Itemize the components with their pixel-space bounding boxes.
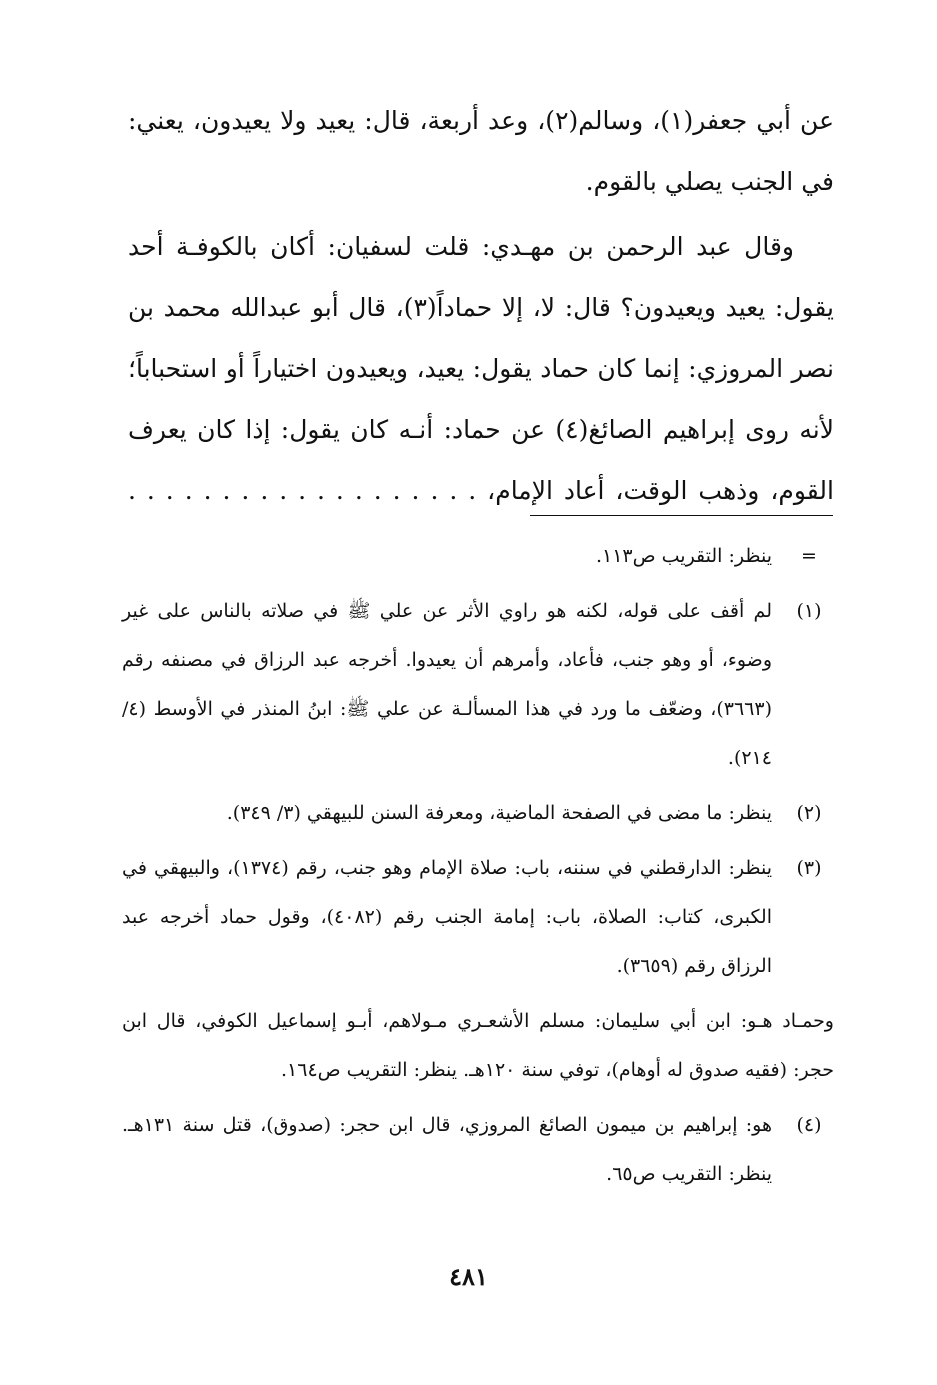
footnote-3-continuation (122, 997, 834, 1095)
footnote-divider (530, 515, 833, 516)
footnote-number: (٤) (796, 1114, 822, 1136)
footnote-text: ينظر: الدارقطني في سننه، باب: صلاة الإمام وهو جنب، رقم (١٣٧٤)، والبيهقي في الكبرى، كتاب: الصلاة، باب: إمامة الجنب رقم (٤٠٨٢)، وقول حماد أخرجه عبد الرزاق رقم (٣٦٥٩). (122, 857, 772, 977)
footnote-text: ينظر: التقريب ص١١٣. (595, 545, 772, 567)
main-text (128, 90, 834, 521)
footnote-number: (١) (796, 600, 822, 622)
footnote-continuation-marker (122, 532, 834, 581)
footnotes (122, 532, 834, 1205)
footnote-number: (٣) (796, 857, 822, 879)
footnote-number: = (801, 545, 817, 567)
footnote-3 (122, 844, 834, 991)
footnote-text: هو: إبراهيم بن ميمون الصائغ المروزي، قال ابن حجر: (صدوق)، قتل سنة ١٣١هـ. ينظر: التقريب ص٦٥. (122, 1114, 772, 1185)
footnote-1 (122, 587, 834, 783)
footnote-text: وحمـاد هـو: ابن أبي سليمان: مسلم الأشعـري مـولاهم، أبـو إسماعيل الكوفي، قال ابن حجر: (فقيه صدوق له أوهام)، توفي سنة ١٢٠هـ. ينظر: التقريب ص١٦٤. (122, 1010, 834, 1081)
footnote-2 (122, 789, 834, 838)
footnote-text: ينظر: ما مضى في الصفحة الماضية، ومعرفة السنن للبيهقي (٣/ ٣٤٩). (226, 802, 772, 824)
footnote-4 (122, 1101, 834, 1199)
footnote-text: لم أقف على قوله، لكنه هو راوي الأثر عن علي ﷺ في صلاته بالناس على غير وضوء، أو وهو جنب، فأعاد، وأمرهم أن يعيدوا. أخرجه عبد الرزاق في مصنفه رقم (٣٦٦٣)، وضعّف ما ورد في هذا المسألـة عن علي ﷺ: ابنُ المنذر في الأوسط (٤/ ٢١٤). (122, 600, 772, 769)
main-paragraph-1: عن أبي جعفر(١)، وسالم(٢)، وعد أربعة، قال: يعيد ولا يعيدون، يعني: في الجنب يصلي بالقوم. (128, 106, 834, 196)
page-number: ٤٨١ (449, 1262, 488, 1291)
main-paragraph-2: وقال عبد الرحمن بن مهـدي: قلت لسفيان: أكان بالكوفـة أحد يقول: يعيد ويعيدون؟ قال: لا، إلا حماداً(٣)، قال أبو عبدالله محمد بن نصر المروزي: إنما كان حماد يقول: يعيد، ويعيدون اختياراً أو استحباباً؛ لأنه روى إبراهيم الصائغ(٤) عن حماد: أنـه كان يقول: إذا كان يعرف القوم، وذهب الوقت، أعاد الإمام، . . . . . . . . . . . . . . . . . . . (128, 232, 835, 505)
footnote-number: (٢) (796, 802, 822, 824)
